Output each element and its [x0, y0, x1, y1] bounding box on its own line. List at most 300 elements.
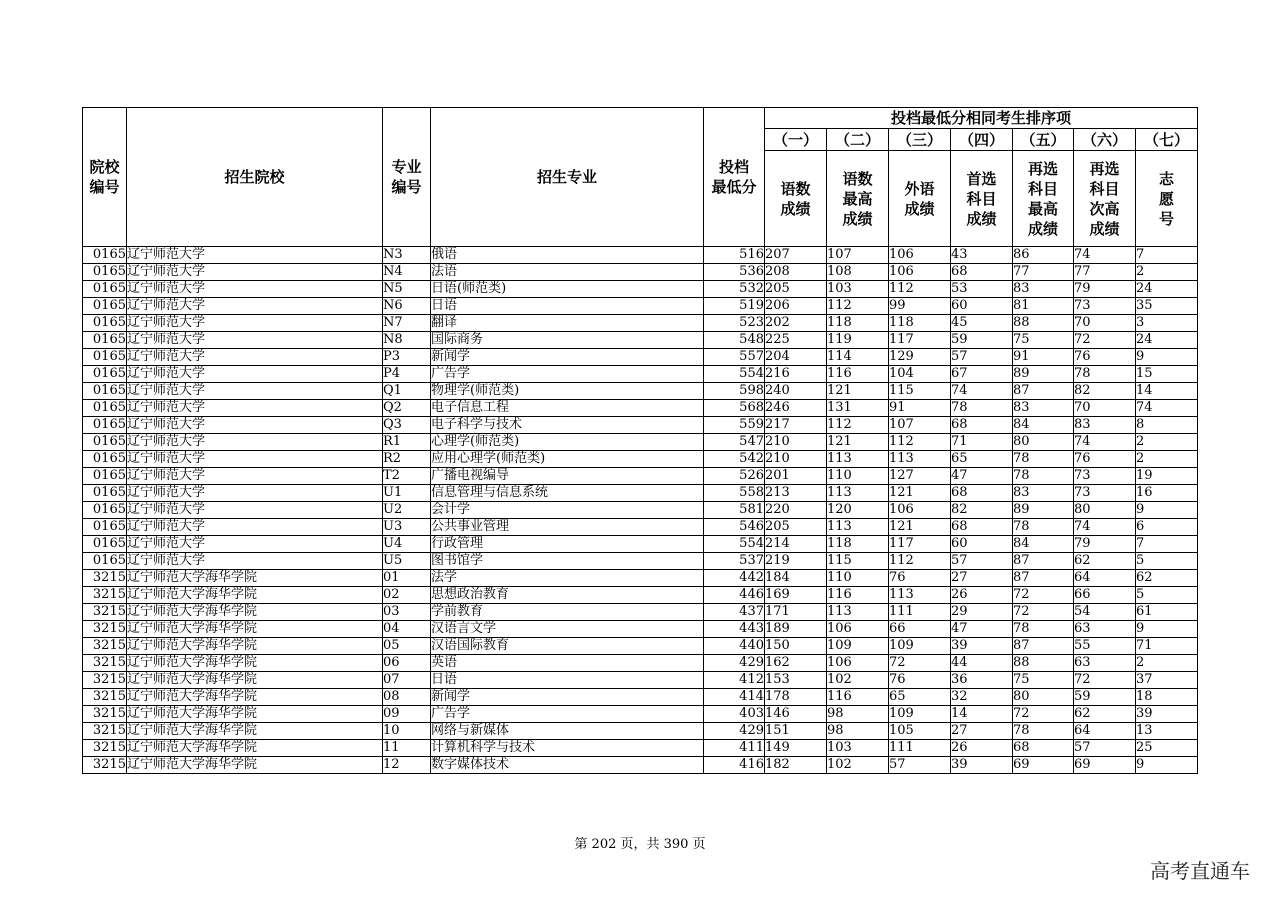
cell-chinese-math-score: 246	[765, 400, 827, 417]
cell-preference-no: 39	[1136, 706, 1198, 723]
cell-chinese-math-max: 103	[827, 740, 889, 757]
cell-min-score: 446	[704, 587, 765, 604]
cell-preference-no: 37	[1136, 672, 1198, 689]
cell-min-score: 403	[704, 706, 765, 723]
cell-major-code: N4	[383, 264, 431, 281]
cell-preference-no: 5	[1136, 553, 1198, 570]
cell-school-code: 0165	[83, 536, 127, 553]
cell-reselect-second-score: 63	[1074, 621, 1136, 638]
cell-foreign-lang-score: 121	[889, 485, 951, 502]
cell-major-code: 08	[383, 689, 431, 706]
cell-chinese-math-score: 171	[765, 604, 827, 621]
cell-school-code: 0165	[83, 502, 127, 519]
cell-major-name: 国际商务	[431, 332, 704, 349]
cell-major-code: 05	[383, 638, 431, 655]
cell-school-name: 辽宁师范大学海华学院	[127, 689, 383, 706]
cell-major-name: 行政管理	[431, 536, 704, 553]
cell-chinese-math-score: 208	[765, 264, 827, 281]
cell-foreign-lang-score: 111	[889, 740, 951, 757]
cell-school-name: 辽宁师范大学海华学院	[127, 706, 383, 723]
cell-min-score: 443	[704, 621, 765, 638]
cell-min-score: 532	[704, 281, 765, 298]
cell-school-code: 3215	[83, 587, 127, 604]
cell-reselect-second-score: 64	[1074, 723, 1136, 740]
cell-first-choice-score: 26	[951, 587, 1013, 604]
cell-reselect-max-score: 80	[1013, 434, 1074, 451]
cell-reselect-max-score: 87	[1013, 638, 1074, 655]
admissions-table	[82, 107, 1198, 774]
cell-school-code: 0165	[83, 519, 127, 536]
cell-chinese-math-max: 121	[827, 383, 889, 400]
cell-major-name: 学前教育	[431, 604, 704, 621]
cell-chinese-math-score: 169	[765, 587, 827, 604]
cell-chinese-math-max: 102	[827, 757, 889, 774]
cell-first-choice-score: 39	[951, 638, 1013, 655]
cell-reselect-max-score: 86	[1013, 247, 1074, 264]
cell-first-choice-score: 57	[951, 349, 1013, 366]
cell-major-name: 计算机科学与技术	[431, 740, 704, 757]
cell-chinese-math-score: 220	[765, 502, 827, 519]
cell-reselect-max-score: 69	[1013, 757, 1074, 774]
header-sub-1: 语数 成绩	[765, 151, 827, 247]
cell-preference-no: 18	[1136, 689, 1198, 706]
cell-major-code: Q2	[383, 400, 431, 417]
table-row	[83, 570, 1198, 587]
cell-major-name: 公共事业管理	[431, 519, 704, 536]
cell-reselect-second-score: 64	[1074, 570, 1136, 587]
cell-first-choice-score: 47	[951, 468, 1013, 485]
cell-first-choice-score: 65	[951, 451, 1013, 468]
cell-major-name: 汉语国际教育	[431, 638, 704, 655]
cell-chinese-math-score: 206	[765, 298, 827, 315]
cell-chinese-math-score: 205	[765, 281, 827, 298]
cell-reselect-max-score: 72	[1013, 706, 1074, 723]
table-row	[83, 689, 1198, 706]
cell-first-choice-score: 71	[951, 434, 1013, 451]
cell-chinese-math-score: 202	[765, 315, 827, 332]
cell-school-name: 辽宁师范大学	[127, 400, 383, 417]
cell-reselect-max-score: 91	[1013, 349, 1074, 366]
cell-first-choice-score: 45	[951, 315, 1013, 332]
cell-major-name: 日语	[431, 672, 704, 689]
cell-chinese-math-max: 118	[827, 315, 889, 332]
cell-chinese-math-max: 98	[827, 723, 889, 740]
table-row	[83, 519, 1198, 536]
cell-school-name: 辽宁师范大学	[127, 519, 383, 536]
cell-reselect-second-score: 70	[1074, 400, 1136, 417]
cell-reselect-second-score: 79	[1074, 281, 1136, 298]
header-sub-7: 志 愿 号	[1136, 151, 1198, 247]
header-school-name: 招生院校	[127, 108, 383, 247]
cell-school-name: 辽宁师范大学	[127, 366, 383, 383]
cell-reselect-max-score: 84	[1013, 536, 1074, 553]
cell-major-name: 新闻学	[431, 349, 704, 366]
header-sub-5: 再选 科目 最高 成绩	[1013, 151, 1074, 247]
cell-min-score: 536	[704, 264, 765, 281]
cell-chinese-math-max: 113	[827, 604, 889, 621]
cell-first-choice-score: 67	[951, 366, 1013, 383]
cell-school-name: 辽宁师范大学海华学院	[127, 604, 383, 621]
cell-major-name: 信息管理与信息系统	[431, 485, 704, 502]
cell-foreign-lang-score: 99	[889, 298, 951, 315]
cell-chinese-math-score: 182	[765, 757, 827, 774]
cell-school-name: 辽宁师范大学	[127, 553, 383, 570]
watermark-label: 高考直通车	[1150, 859, 1250, 883]
cell-school-code: 0165	[83, 451, 127, 468]
cell-reselect-max-score: 72	[1013, 587, 1074, 604]
cell-foreign-lang-score: 76	[889, 570, 951, 587]
cell-school-code: 0165	[83, 434, 127, 451]
cell-chinese-math-max: 110	[827, 570, 889, 587]
cell-chinese-math-score: 225	[765, 332, 827, 349]
cell-chinese-math-max: 118	[827, 536, 889, 553]
cell-reselect-max-score: 87	[1013, 383, 1074, 400]
table-row	[83, 434, 1198, 451]
cell-school-name: 辽宁师范大学	[127, 502, 383, 519]
cell-first-choice-score: 39	[951, 757, 1013, 774]
cell-major-code: U1	[383, 485, 431, 502]
cell-foreign-lang-score: 106	[889, 502, 951, 519]
cell-reselect-max-score: 81	[1013, 298, 1074, 315]
cell-major-code: N6	[383, 298, 431, 315]
cell-school-code: 0165	[83, 485, 127, 502]
cell-chinese-math-score: 184	[765, 570, 827, 587]
cell-preference-no: 61	[1136, 604, 1198, 621]
cell-chinese-math-max: 112	[827, 298, 889, 315]
cell-reselect-max-score: 88	[1013, 315, 1074, 332]
cell-major-code: 02	[383, 587, 431, 604]
cell-foreign-lang-score: 118	[889, 315, 951, 332]
cell-school-code: 0165	[83, 366, 127, 383]
cell-school-code: 0165	[83, 553, 127, 570]
cell-preference-no: 19	[1136, 468, 1198, 485]
cell-min-score: 412	[704, 672, 765, 689]
cell-first-choice-score: 44	[951, 655, 1013, 672]
cell-chinese-math-score: 162	[765, 655, 827, 672]
cell-foreign-lang-score: 57	[889, 757, 951, 774]
cell-major-name: 日语	[431, 298, 704, 315]
cell-reselect-second-score: 73	[1074, 298, 1136, 315]
cell-preference-no: 9	[1136, 502, 1198, 519]
cell-chinese-math-max: 113	[827, 485, 889, 502]
cell-first-choice-score: 29	[951, 604, 1013, 621]
cell-min-score: 523	[704, 315, 765, 332]
cell-school-code: 3215	[83, 740, 127, 757]
cell-preference-no: 74	[1136, 400, 1198, 417]
cell-preference-no: 24	[1136, 332, 1198, 349]
cell-chinese-math-score: 213	[765, 485, 827, 502]
cell-major-code: Q3	[383, 417, 431, 434]
header-ord-1: （一）	[765, 129, 827, 151]
cell-min-score: 411	[704, 740, 765, 757]
table-row	[83, 485, 1198, 502]
cell-chinese-math-max: 98	[827, 706, 889, 723]
cell-chinese-math-max: 119	[827, 332, 889, 349]
cell-school-name: 辽宁师范大学	[127, 247, 383, 264]
cell-preference-no: 6	[1136, 519, 1198, 536]
cell-school-code: 0165	[83, 468, 127, 485]
cell-major-name: 法学	[431, 570, 704, 587]
cell-school-name: 辽宁师范大学	[127, 383, 383, 400]
cell-chinese-math-score: 210	[765, 451, 827, 468]
cell-chinese-math-max: 110	[827, 468, 889, 485]
cell-first-choice-score: 60	[951, 536, 1013, 553]
cell-preference-no: 2	[1136, 655, 1198, 672]
cell-chinese-math-score: 151	[765, 723, 827, 740]
cell-major-code: 10	[383, 723, 431, 740]
cell-chinese-math-score: 205	[765, 519, 827, 536]
cell-chinese-math-max: 116	[827, 366, 889, 383]
table-row	[83, 536, 1198, 553]
table-row	[83, 281, 1198, 298]
cell-min-score: 554	[704, 536, 765, 553]
cell-preference-no: 9	[1136, 621, 1198, 638]
cell-major-name: 思想政治教育	[431, 587, 704, 604]
cell-chinese-math-score: 207	[765, 247, 827, 264]
cell-school-code: 3215	[83, 604, 127, 621]
cell-school-code: 0165	[83, 247, 127, 264]
header-major-name: 招生专业	[431, 108, 704, 247]
cell-school-name: 辽宁师范大学海华学院	[127, 740, 383, 757]
cell-min-score: 440	[704, 638, 765, 655]
cell-reselect-max-score: 77	[1013, 264, 1074, 281]
cell-foreign-lang-score: 112	[889, 553, 951, 570]
cell-chinese-math-score: 217	[765, 417, 827, 434]
cell-major-code: P3	[383, 349, 431, 366]
cell-reselect-second-score: 70	[1074, 315, 1136, 332]
cell-major-code: U5	[383, 553, 431, 570]
cell-school-code: 0165	[83, 417, 127, 434]
cell-preference-no: 2	[1136, 434, 1198, 451]
cell-school-name: 辽宁师范大学海华学院	[127, 638, 383, 655]
cell-chinese-math-max: 109	[827, 638, 889, 655]
cell-reselect-max-score: 68	[1013, 740, 1074, 757]
cell-min-score: 548	[704, 332, 765, 349]
table-row	[83, 740, 1198, 757]
table-row	[83, 451, 1198, 468]
cell-first-choice-score: 26	[951, 740, 1013, 757]
cell-chinese-math-score: 214	[765, 536, 827, 553]
header-major-code: 专业 编号	[383, 108, 431, 247]
table-row	[83, 417, 1198, 434]
cell-chinese-math-score: 204	[765, 349, 827, 366]
cell-min-score: 414	[704, 689, 765, 706]
cell-major-code: R1	[383, 434, 431, 451]
cell-major-code: T2	[383, 468, 431, 485]
table-row	[83, 672, 1198, 689]
cell-school-code: 0165	[83, 383, 127, 400]
cell-major-name: 广告学	[431, 366, 704, 383]
cell-major-name: 电子科学与技术	[431, 417, 704, 434]
cell-min-score: 598	[704, 383, 765, 400]
cell-chinese-math-score: 201	[765, 468, 827, 485]
cell-foreign-lang-score: 106	[889, 264, 951, 281]
table-row	[83, 315, 1198, 332]
cell-preference-no: 62	[1136, 570, 1198, 587]
cell-preference-no: 8	[1136, 417, 1198, 434]
cell-preference-no: 14	[1136, 383, 1198, 400]
header-ord-3: （三）	[889, 129, 951, 151]
cell-school-name: 辽宁师范大学	[127, 434, 383, 451]
cell-reselect-second-score: 76	[1074, 349, 1136, 366]
cell-preference-no: 15	[1136, 366, 1198, 383]
table-row	[83, 468, 1198, 485]
cell-first-choice-score: 47	[951, 621, 1013, 638]
cell-major-code: 12	[383, 757, 431, 774]
cell-major-code: N7	[383, 315, 431, 332]
cell-major-code: 06	[383, 655, 431, 672]
cell-major-code: 09	[383, 706, 431, 723]
cell-major-name: 英语	[431, 655, 704, 672]
cell-school-code: 0165	[83, 281, 127, 298]
cell-first-choice-score: 78	[951, 400, 1013, 417]
cell-chinese-math-max: 116	[827, 587, 889, 604]
cell-preference-no: 7	[1136, 247, 1198, 264]
table-body	[83, 247, 1198, 774]
cell-reselect-max-score: 88	[1013, 655, 1074, 672]
header-ord-5: （五）	[1013, 129, 1074, 151]
cell-school-code: 3215	[83, 757, 127, 774]
cell-first-choice-score: 59	[951, 332, 1013, 349]
table-row	[83, 502, 1198, 519]
cell-chinese-math-max: 106	[827, 655, 889, 672]
cell-major-code: N8	[383, 332, 431, 349]
header-ord-6: （六）	[1074, 129, 1136, 151]
cell-major-name: 翻译	[431, 315, 704, 332]
cell-foreign-lang-score: 106	[889, 247, 951, 264]
cell-school-code: 3215	[83, 706, 127, 723]
cell-major-name: 网络与新媒体	[431, 723, 704, 740]
cell-major-name: 物理学(师范类)	[431, 383, 704, 400]
cell-school-name: 辽宁师范大学	[127, 332, 383, 349]
cell-reselect-max-score: 87	[1013, 570, 1074, 587]
cell-major-code: 01	[383, 570, 431, 587]
cell-min-score: 581	[704, 502, 765, 519]
cell-reselect-second-score: 69	[1074, 757, 1136, 774]
cell-school-code: 3215	[83, 689, 127, 706]
cell-min-score: 429	[704, 723, 765, 740]
cell-reselect-max-score: 78	[1013, 468, 1074, 485]
header-sub-4: 首选 科目 成绩	[951, 151, 1013, 247]
cell-foreign-lang-score: 115	[889, 383, 951, 400]
cell-reselect-max-score: 75	[1013, 332, 1074, 349]
cell-foreign-lang-score: 121	[889, 519, 951, 536]
cell-major-code: N5	[383, 281, 431, 298]
cell-major-name: 新闻学	[431, 689, 704, 706]
cell-preference-no: 24	[1136, 281, 1198, 298]
cell-first-choice-score: 27	[951, 570, 1013, 587]
cell-min-score: 437	[704, 604, 765, 621]
cell-foreign-lang-score: 107	[889, 417, 951, 434]
table-row	[83, 655, 1198, 672]
header-sub-6: 再选 科目 次高 成绩	[1074, 151, 1136, 247]
table-row	[83, 553, 1198, 570]
cell-chinese-math-max: 108	[827, 264, 889, 281]
cell-chinese-math-max: 114	[827, 349, 889, 366]
cell-school-code: 0165	[83, 298, 127, 315]
cell-school-name: 辽宁师范大学海华学院	[127, 757, 383, 774]
cell-min-score: 547	[704, 434, 765, 451]
cell-reselect-max-score: 89	[1013, 502, 1074, 519]
cell-first-choice-score: 82	[951, 502, 1013, 519]
cell-foreign-lang-score: 129	[889, 349, 951, 366]
cell-school-code: 0165	[83, 349, 127, 366]
cell-foreign-lang-score: 117	[889, 536, 951, 553]
cell-reselect-max-score: 78	[1013, 519, 1074, 536]
cell-reselect-second-score: 55	[1074, 638, 1136, 655]
cell-reselect-second-score: 80	[1074, 502, 1136, 519]
cell-reselect-second-score: 54	[1074, 604, 1136, 621]
cell-reselect-max-score: 83	[1013, 281, 1074, 298]
header-sub-3: 外语 成绩	[889, 151, 951, 247]
cell-major-name: 电子信息工程	[431, 400, 704, 417]
cell-reselect-max-score: 78	[1013, 723, 1074, 740]
cell-school-name: 辽宁师范大学海华学院	[127, 672, 383, 689]
cell-school-code: 3215	[83, 570, 127, 587]
cell-reselect-second-score: 76	[1074, 451, 1136, 468]
cell-foreign-lang-score: 112	[889, 434, 951, 451]
cell-school-code: 3215	[83, 672, 127, 689]
table-row	[83, 400, 1198, 417]
cell-school-code: 3215	[83, 655, 127, 672]
table-row	[83, 383, 1198, 400]
cell-first-choice-score: 68	[951, 417, 1013, 434]
cell-chinese-math-max: 107	[827, 247, 889, 264]
cell-chinese-math-max: 120	[827, 502, 889, 519]
cell-foreign-lang-score: 117	[889, 332, 951, 349]
table-row	[83, 332, 1198, 349]
cell-school-code: 3215	[83, 638, 127, 655]
cell-school-name: 辽宁师范大学海华学院	[127, 621, 383, 638]
cell-foreign-lang-score: 109	[889, 638, 951, 655]
cell-preference-no: 2	[1136, 451, 1198, 468]
cell-min-score: 554	[704, 366, 765, 383]
cell-reselect-second-score: 57	[1074, 740, 1136, 757]
cell-school-name: 辽宁师范大学	[127, 536, 383, 553]
cell-major-name: 法语	[431, 264, 704, 281]
page-number: 第 202 页，共 390 页	[574, 837, 706, 852]
cell-reselect-second-score: 83	[1074, 417, 1136, 434]
cell-major-name: 日语(师范类)	[431, 281, 704, 298]
cell-school-code: 0165	[83, 332, 127, 349]
cell-chinese-math-max: 113	[827, 451, 889, 468]
cell-major-name: 广播电视编导	[431, 468, 704, 485]
cell-school-name: 辽宁师范大学	[127, 485, 383, 502]
cell-school-name: 辽宁师范大学	[127, 451, 383, 468]
cell-school-code: 0165	[83, 315, 127, 332]
cell-major-name: 应用心理学(师范类)	[431, 451, 704, 468]
cell-chinese-math-score: 149	[765, 740, 827, 757]
cell-foreign-lang-score: 109	[889, 706, 951, 723]
header-school-code: 院校 编号	[83, 108, 127, 247]
cell-chinese-math-score: 150	[765, 638, 827, 655]
cell-first-choice-score: 68	[951, 485, 1013, 502]
cell-first-choice-score: 68	[951, 264, 1013, 281]
cell-reselect-second-score: 62	[1074, 706, 1136, 723]
table-row	[83, 706, 1198, 723]
header-min-score: 投档 最低分	[704, 108, 765, 247]
cell-foreign-lang-score: 127	[889, 468, 951, 485]
cell-major-name: 会计学	[431, 502, 704, 519]
cell-major-code: R2	[383, 451, 431, 468]
cell-preference-no: 71	[1136, 638, 1198, 655]
cell-major-code: P4	[383, 366, 431, 383]
table-row	[83, 298, 1198, 315]
cell-preference-no: 16	[1136, 485, 1198, 502]
cell-school-name: 辽宁师范大学海华学院	[127, 723, 383, 740]
cell-chinese-math-max: 103	[827, 281, 889, 298]
cell-school-code: 3215	[83, 723, 127, 740]
